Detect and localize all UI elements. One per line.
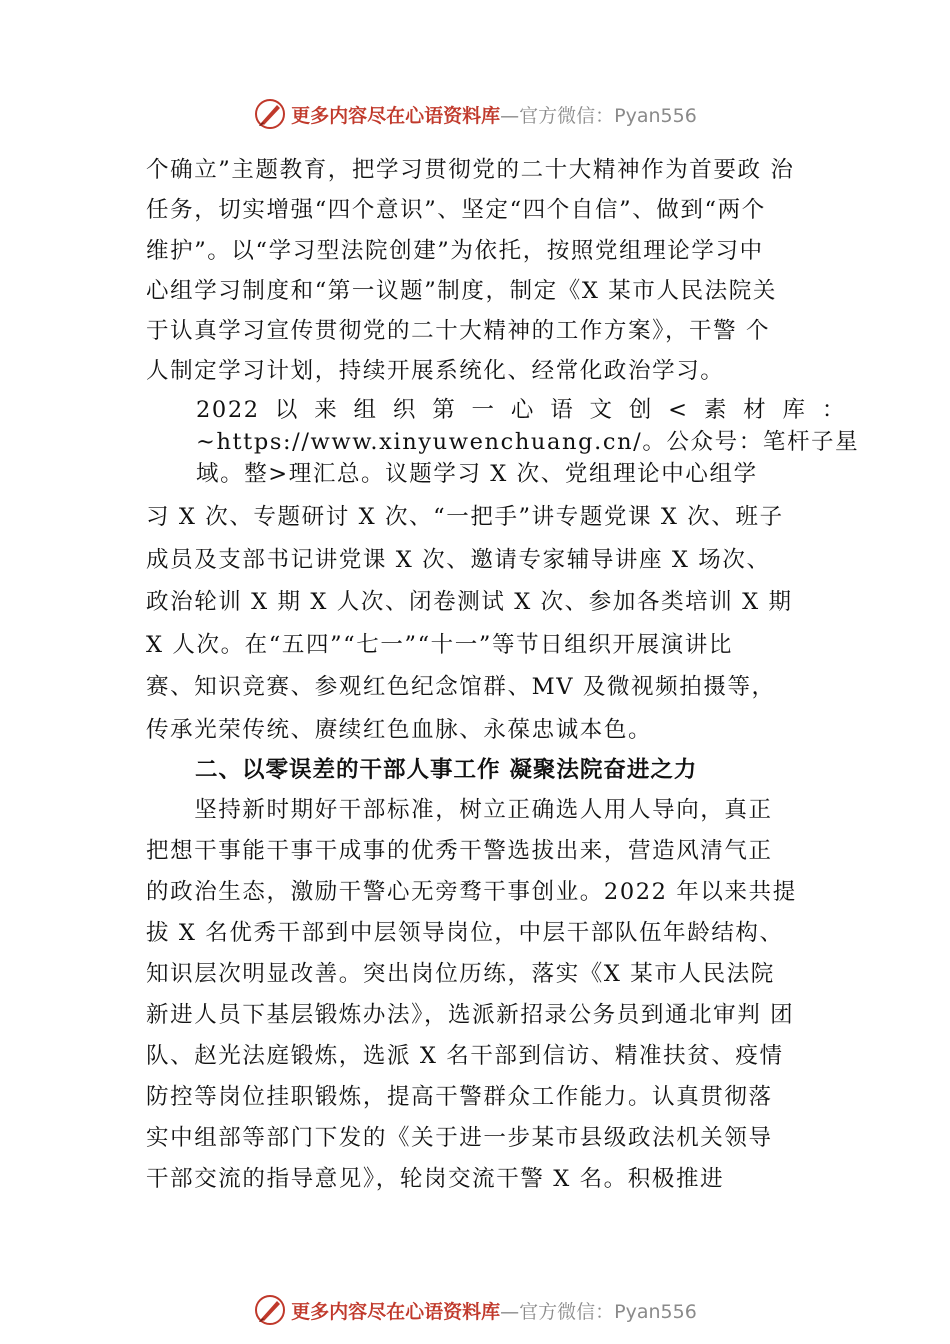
text-line: 习 X 次、专题研讨 X 次、“一把手”讲专题党课 X 次、班子	[146, 504, 784, 530]
spread-word: 文	[589, 397, 614, 423]
text-line: 坚持新时期好干部标准，树立正确选人用人导向，真正	[146, 797, 773, 823]
banner-gray-text: —官方微信：Pyan556	[500, 104, 697, 127]
text-line: 实中组部等部门下发的《关于进一步某市县级政法机关领导	[146, 1125, 773, 1151]
text-line: 的政治生态，激励干警心无旁骛干事创业。2022 年以来共提	[146, 879, 797, 905]
text-line: 任务，切实增强“四个意识”、坚定“四个自信”、做到“两个	[146, 197, 766, 224]
spread-word: 心	[510, 397, 535, 423]
text-line: 人制定学习计划，持续开展系统化、经常化政治学习。	[146, 358, 725, 385]
spread-word: 材	[743, 397, 768, 423]
text-line: 于认真学习宣传贯彻党的二十大精神的工作方案》，干警 个	[146, 318, 771, 345]
text-line: ~https://www.xinyuwenchuang.cn/。公众号：笔杆子星	[196, 429, 860, 455]
header-banner	[0, 96, 950, 132]
paragraph-4	[146, 790, 826, 1200]
text-line: 传承光荣传统、赓续红色血脉、永葆忠诚本色。	[146, 716, 653, 743]
text-line: 政治轮训 X 期 X 人次、闭卷测试 X 次、参加各类培训 X 期	[146, 589, 793, 615]
text-line: 心组学习制度和“第一议题”制度，制定《X 某市人民法院关	[146, 277, 777, 304]
spread-line	[196, 394, 846, 426]
spread-word: 库	[782, 397, 807, 423]
spread-word: 第	[432, 397, 457, 423]
spread-word: 织	[392, 397, 417, 423]
text-line: 新进人员下基层锻炼办法》，选派新招录公务员到通北审判 团	[146, 1002, 795, 1028]
text-line: 成员及支部书记讲党课 X 次、邀请专家辅导讲座 X 场次、	[146, 546, 771, 573]
spread-word: 语	[550, 397, 575, 423]
banner-red-text: 更多内容尽在心语资料库	[291, 104, 501, 127]
spread-word: 创	[628, 397, 653, 423]
spread-word: ：	[821, 397, 846, 423]
brush-logo-icon	[253, 1293, 287, 1327]
spread-word: 2022	[196, 397, 260, 423]
text-line: X 人次。在“五四”“七一”“十一”等节日组织开展演讲比	[146, 631, 733, 658]
text-line: 防控等岗位挂职锻炼，提高干警群众工作能力。认真贯彻落	[146, 1084, 773, 1110]
banner-gray-text: —官方微信：Pyan556	[500, 1300, 697, 1323]
spread-word: 来	[314, 397, 339, 423]
text-line: 个确立”主题教育，把学习贯彻党的二十大精神作为首要政 治	[146, 157, 795, 183]
spread-word: 组	[353, 397, 378, 423]
text-line: 拔 X 名优秀干部到中层领导岗位，中层干部队伍年龄结构、	[146, 920, 784, 946]
text-line: 知识层次明显改善。突出岗位历练，落实《X 某市人民法院	[146, 961, 775, 987]
text-line: 把想干事能干事干成事的优秀干警选拔出来，营造风清气正	[146, 838, 773, 864]
paragraph-2	[196, 394, 860, 490]
spread-word: 以	[274, 397, 299, 423]
text-line: 维护”。以“学习型法院创建”为依托，按照党组理论学习中	[146, 237, 764, 264]
text-line: 干部交流的指导意见》，轮岗交流干警 X 名。积极推进	[146, 1166, 725, 1192]
spread-word: <	[668, 397, 689, 423]
text-line: 赛、知识竞赛、参观红色纪念馆群、MV 及微视频拍摄等，	[146, 674, 776, 700]
text-line: 队、赵光法庭锻炼，选派 X 名干部到信访、精准扶贫、疫情	[146, 1043, 784, 1069]
paragraph-3	[146, 496, 826, 751]
text-line: 域。整>理汇总。议题学习 X 次、党组理论中心组学	[196, 461, 758, 487]
brush-logo-icon	[253, 97, 287, 131]
spread-word: 素	[703, 397, 728, 423]
paragraph-1	[146, 150, 826, 392]
footer-banner	[0, 1292, 950, 1328]
banner-red-text: 更多内容尽在心语资料库	[291, 1300, 501, 1323]
section-heading: 二、以零误差的干部人事工作 凝聚法院奋进之力	[195, 757, 698, 783]
spread-word: 一	[471, 397, 496, 423]
